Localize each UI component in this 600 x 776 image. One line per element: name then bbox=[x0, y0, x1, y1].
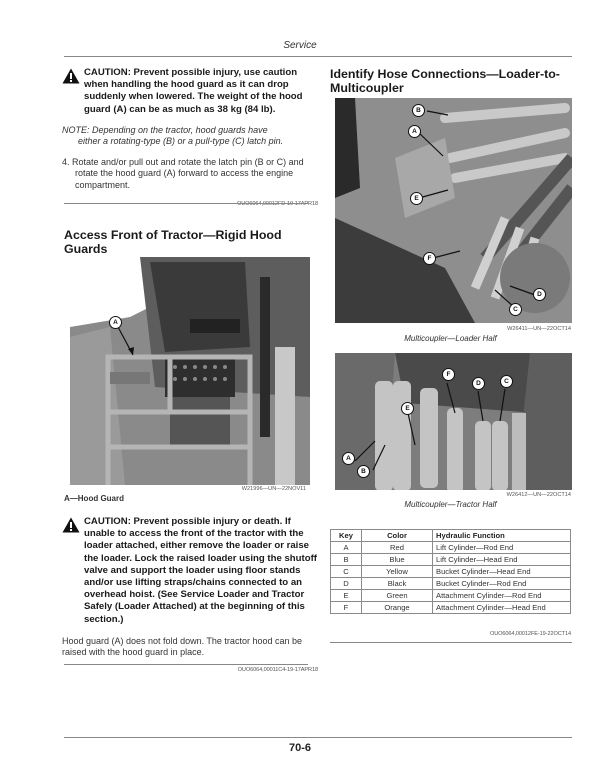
cell-color: Blue bbox=[362, 554, 433, 566]
cell-key: B bbox=[331, 554, 362, 566]
header-color: Color bbox=[362, 530, 433, 542]
caption-loader-half: Multicoupler—Loader Half bbox=[404, 334, 497, 343]
callout-b: B bbox=[412, 104, 425, 117]
callout-c: C bbox=[500, 375, 513, 388]
cell-function: Attachment Cylinder—Head End bbox=[433, 602, 571, 614]
hood-guard-illustration bbox=[70, 257, 310, 485]
note-continuation: either a rotating-type (B) or a pull-type (C) latch pin. bbox=[78, 136, 284, 147]
callout-f: F bbox=[442, 368, 455, 381]
cell-function: Lift Cylinder—Head End bbox=[433, 554, 571, 566]
cell-function: Attachment Cylinder—Rod End bbox=[433, 590, 571, 602]
hood-guard-photo bbox=[70, 257, 310, 485]
cell-function: Bucket Cylinder—Rod End bbox=[433, 578, 571, 590]
image-id-w26412: W26412—UN—22OCT14 bbox=[506, 492, 571, 498]
hood-guard-paragraph: Hood guard (A) does not fold down. The tractor hood can be raised with the hood guard in place. bbox=[62, 635, 302, 658]
table-row bbox=[331, 566, 571, 578]
cell-color: Black bbox=[362, 578, 433, 590]
callout-a: A bbox=[109, 316, 122, 329]
cell-color: Orange bbox=[362, 602, 433, 614]
warning-icon bbox=[62, 68, 80, 84]
cell-key: C bbox=[331, 566, 362, 578]
page-number: 70-6 bbox=[288, 742, 312, 754]
step-4: 4. Rotate and/or pull out and rotate the latch pin (B or C) and rotate the hood guard (A) forward to access the engine compartment. bbox=[62, 156, 304, 190]
table-row bbox=[331, 542, 571, 554]
cell-key: E bbox=[331, 590, 362, 602]
running-head: Service bbox=[283, 40, 317, 51]
callout-a: A bbox=[342, 452, 355, 465]
caution-text-1: CAUTION: Prevent possible injury, use caution when handling the hood guard as it can drop suddenly when lowered. The weight of the hood guard (A) can be as much as 38 kg (84 lb). bbox=[84, 67, 303, 115]
callout-c: C bbox=[509, 303, 522, 316]
note bbox=[62, 125, 318, 148]
table-row bbox=[331, 590, 571, 602]
section-title-hose-connections: Identify Hose Connections—Loader-to-Multicoupler bbox=[330, 67, 560, 95]
reference-code-1: OUO6064,00012FD-19-17APR18 bbox=[236, 201, 318, 208]
cell-color: Yellow bbox=[362, 566, 433, 578]
section-title-access-front: Access Front of Tractor—Rigid Hood Guards bbox=[64, 228, 282, 256]
table-row bbox=[331, 602, 571, 614]
reference-code-2: OUO6064,00011C4-19-17APR18 bbox=[237, 666, 318, 673]
callout-d: D bbox=[472, 377, 485, 390]
caption-tractor-half: Multicoupler—Tractor Half bbox=[404, 500, 497, 509]
section-rule-3 bbox=[330, 642, 572, 643]
callout-f: F bbox=[423, 252, 436, 265]
table-header-row bbox=[331, 530, 571, 542]
legend-hood-guard: A—Hood Guard bbox=[64, 494, 124, 503]
callout-e: E bbox=[410, 192, 423, 205]
cell-key: A bbox=[331, 542, 362, 554]
cell-function: Bucket Cylinder—Head End bbox=[433, 566, 571, 578]
header-key: Key bbox=[331, 530, 362, 542]
cell-key: F bbox=[331, 602, 362, 614]
callout-d: D bbox=[533, 288, 546, 301]
table-row bbox=[331, 554, 571, 566]
warning-icon bbox=[62, 517, 80, 533]
callout-b: B bbox=[357, 465, 370, 478]
note-first-line: NOTE: Depending on the tractor, hood guards have bbox=[62, 124, 268, 135]
header-rule bbox=[64, 56, 572, 57]
cell-key: D bbox=[331, 578, 362, 590]
header-hydraulic-function: Hydraulic Function bbox=[433, 530, 571, 542]
callout-a: A bbox=[408, 125, 421, 138]
left-column bbox=[62, 67, 318, 207]
reference-code-3: OUO6064,00012FE-19-22OCT14 bbox=[489, 631, 571, 637]
caution-block-2 bbox=[62, 516, 318, 626]
caution-block-1 bbox=[62, 67, 318, 116]
loader-half-photo bbox=[335, 98, 572, 323]
footer-rule bbox=[64, 737, 572, 738]
callout-e: E bbox=[401, 402, 414, 415]
cell-color: Green bbox=[362, 590, 433, 602]
table-row bbox=[331, 578, 571, 590]
cell-color: Red bbox=[362, 542, 433, 554]
section-rule-1 bbox=[64, 203, 308, 204]
caution-text-2: CAUTION: Prevent possible injury or death. If unable to access the front of the tractor with the loader attached, either remove the loader or raise the loader. Lock the raised loader using the shutoff valve and support the loader using floor stands and/or use lifting straps/chains connected to an overhead hoist. (See Service Loader and Tractor Safely (Loader Attached) at the beginning of this section.) bbox=[84, 516, 317, 625]
hose-key-table bbox=[330, 529, 571, 614]
tractor-half-photo bbox=[335, 353, 572, 490]
cell-function: Lift Cylinder—Rod End bbox=[433, 542, 571, 554]
left-column-lower bbox=[62, 516, 318, 673]
image-id-w26411: W26411—UN—22OCT14 bbox=[507, 326, 571, 332]
image-id-w21996: W21996—UN—22NOV11 bbox=[241, 486, 306, 492]
section-rule-2 bbox=[64, 664, 308, 665]
